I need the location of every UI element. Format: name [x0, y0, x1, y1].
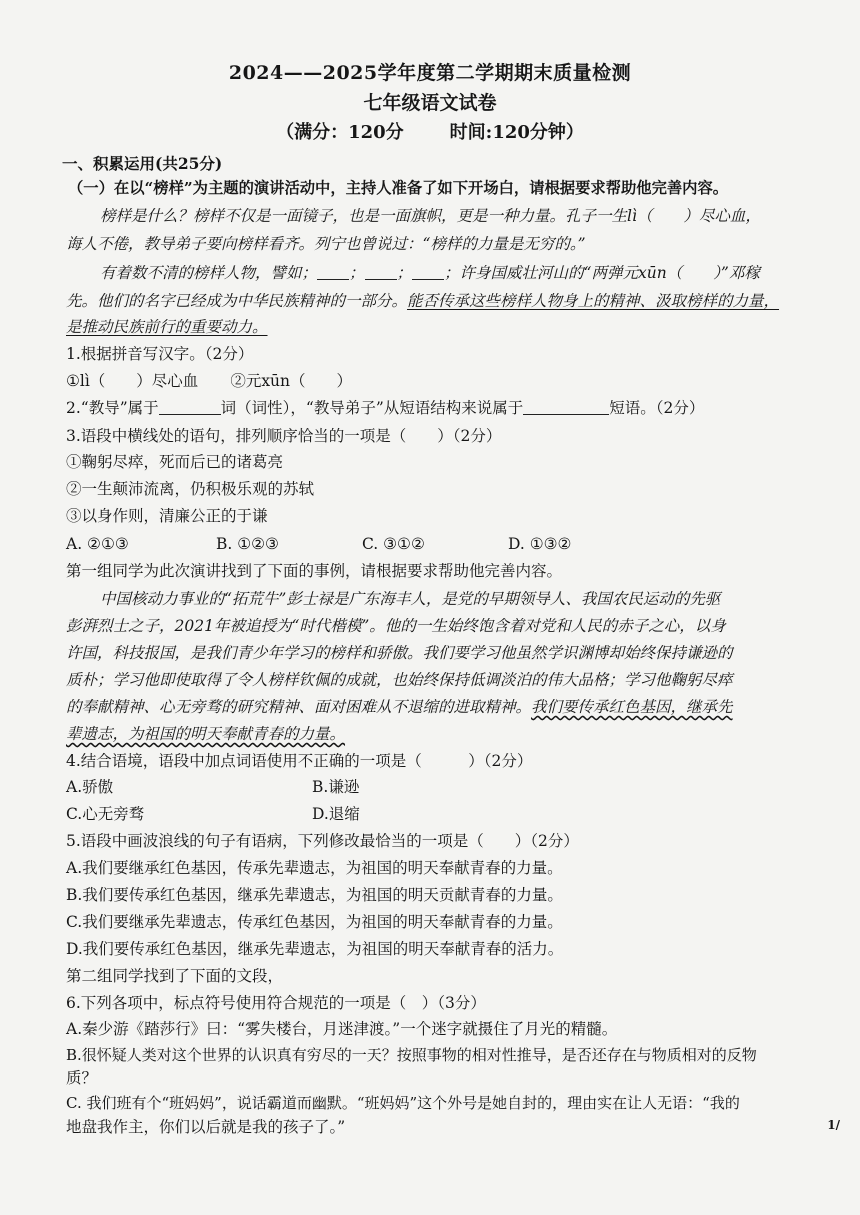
- paragraph2-line2: 先。他们的名字已经成为中华民族精神的一部分。能否传承这些榜样人物身上的精神、汲取榜样的力量，: [66, 292, 780, 310]
- exam-subtitle: 七年级语文试卷: [363, 92, 497, 114]
- q5-stem: 5.语段中画波浪线的句子有语病，下列修改最恰当的一项是（ ）（2分）: [66, 832, 579, 850]
- q5-option-a: A.我们要继承红色基因，传承先辈遗志，为祖国的明天奉献青春的力量。: [66, 859, 563, 877]
- q2-stem: 2.“教导”属于 词（词性），“教导弟子”从短语结构来说属于 短语。（2分）: [66, 399, 705, 417]
- paragraph1-line1: 榜样是什么？榜样不仅是一面镜子，也是一面旗帜，更是一种力量。孔子一生lì（ ）尽心血，: [100, 207, 761, 225]
- q3-stem: 3.语段中横线处的语句，排列顺序恰当的一项是（ ）（2分）: [66, 427, 502, 445]
- page-number: 1/: [827, 1118, 840, 1132]
- exam-meta: [0, 118, 860, 144]
- q6-option-c-line2: 地盘我作主，你们以后就是我的孩子了。”: [66, 1118, 346, 1136]
- q6-option-b-line1: B.很怀疑人类对这个世界的认识真有穷尽的一天？按照事物的相对性推导，是否还存在与物质相对的反物: [66, 1046, 757, 1064]
- q5-option-d: D.我们要传承红色基因，继承先辈遗志，为祖国的明天奉献青春的活力。: [66, 940, 564, 958]
- exam-title: 2024——2025学年度第二学期期末质量检测: [228, 62, 632, 84]
- group1-line5: 的奉献精神、心无旁骛的研究精神、面对困难从不退缩的进取精神。我们要传承红色基因，继承先: [66, 698, 733, 716]
- wavy-sentence: 我们要传承红色基因，继承先: [531, 698, 733, 716]
- q1-stem: 1.根据拼音写汉字。（2分）: [66, 345, 254, 363]
- paragraph1-line2: 诲人不倦，教导弟子要向榜样看齐。列宁也曾说过：“榜样的力量是无穷的。”: [66, 235, 586, 253]
- q5-option-c: C.我们要继承先辈遗志，传承红色基因，为祖国的明天奉献青春的力量。: [66, 913, 563, 931]
- group2-intro: 第二组同学找到了下面的文段，: [66, 967, 284, 985]
- q2-blank-2: [523, 399, 609, 415]
- q4-stem: 4.结合语境，语段中加点词语使用不正确的一项是（ ）（2分）: [66, 752, 533, 770]
- underlined-sentence: 能否传承这些榜样人物身上的精神、汲取榜样的力量，: [407, 292, 780, 310]
- blank-2: [365, 264, 397, 280]
- full-score: （满分：120分: [276, 122, 404, 143]
- paragraph2-line3: 是推动民族前行的重要动力。: [66, 318, 268, 336]
- group1-line1: 中国核动力事业的“拓荒牛”彭士禄是广东海丰人，是党的早期领导人、我国农民运动的先驱: [100, 590, 721, 608]
- q1-items: ①lì（ ）尽心血 ②元xūn（ ）: [66, 372, 353, 390]
- group1-intro: 第一组同学为此次演讲找到了下面的事例，请根据要求帮助他完善内容。: [66, 562, 563, 580]
- group1-line2: 彭湃烈士之子，2021年被追授为“时代楷模”。他的一生始终饱含着对党和人民的赤子之心，以身: [66, 617, 726, 635]
- q6-option-c-line1: C. 我们班有个“班妈妈”，说话霸道而幽默。“班妈妈”这个外号是她自封的，理由实在让人无语：“我的: [66, 1094, 740, 1112]
- blank-1: [317, 264, 349, 280]
- q6-stem: 6.下列各项中，标点符号使用符合规范的一项是（ ）（3分）: [66, 994, 486, 1012]
- q6-option-a: A.秦少游《踏莎行》曰：“雾失楼台，月迷津渡。”一个迷字就摄住了月光的精髓。: [66, 1020, 618, 1038]
- q3-item-3: ③以身作则，清廉公正的于谦: [66, 507, 268, 525]
- q6-option-b-line2: 质？: [66, 1069, 98, 1087]
- paragraph2-line1: 有着数不清的榜样人物，譬如； ； ； ；许身国威壮河山的“两弹元xūn（ ）”邓稼: [100, 264, 760, 282]
- q2-blank-1: [159, 399, 221, 415]
- q5-option-b: B.我们要传承红色基因，继承先辈遗志，为祖国的明天贡献青春的力量。: [66, 886, 563, 904]
- group1-line3: 许国，科技报国，是我们青少年学习的榜样和骄傲。我们要学习他虽然学识渊博却始终保持谦逊的: [66, 644, 733, 662]
- q4-options-row2: C.心无旁骛 D.退缩: [66, 805, 360, 823]
- group1-line4: 质朴；学习他即使取得了令人榜样钦佩的成就，也始终保持低调淡泊的伟大品格；学习他鞠躬尽瘁: [66, 671, 733, 689]
- q4-options-row1: A.骄傲 B.谦逊: [66, 778, 360, 796]
- q3-item-1: ①鞠躬尽瘁，死而后已的诸葛亮: [66, 453, 284, 471]
- group1-line6: 辈遗志，为祖国的明天奉献青春的力量。: [66, 725, 346, 743]
- part1-intro: （一）在以“榜样”为主题的演讲活动中，主持人准备了如下开场白，请根据要求帮助他完善内容。: [68, 179, 729, 197]
- section1-heading: 一、积累运用(共25分): [62, 154, 223, 173]
- q3-item-2: ②一生颠沛流离，仍积极乐观的苏轼: [66, 480, 315, 498]
- exam-time: 时间:120分钟）: [449, 122, 584, 143]
- q3-options: A. ②①③ B. ①②③ C. ③①② D. ①③②: [66, 535, 572, 553]
- blank-3: [412, 264, 444, 280]
